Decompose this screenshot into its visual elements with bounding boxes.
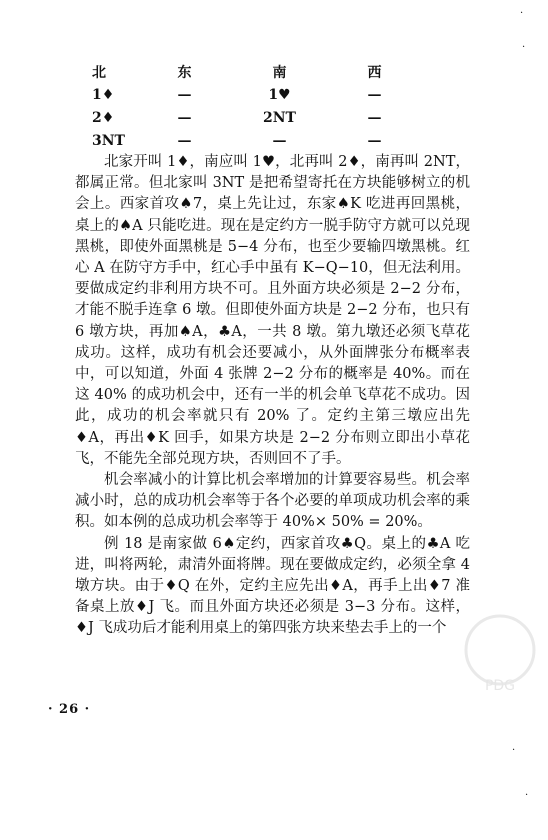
body-text [75, 152, 470, 640]
watermark-text: PDG [484, 678, 516, 694]
bid-cell: 1♥ [268, 86, 291, 103]
paragraph: 例 18 是南家做 6♠定约，西家首攻♣Q。桌上的♣A 吃进，叫将两轮，肃清外面将牌。现在要做成定约，必须全拿 4 墩方块。由于♦Q 在外，定约主应先出♦A，再手上出♦7 准备桌上放♦J 飞。而且外面方块还必须是 3−3 分布。这样，♦J 飞成功后才能利用桌上的第四张方块来垫去手上的一个 [75, 535, 470, 637]
bid-cell: — [367, 132, 382, 149]
bid-cell: — [177, 86, 192, 103]
bid-cell: — [272, 132, 287, 149]
bid-cell: 2♦ [92, 109, 115, 126]
header-south: 南 [272, 64, 287, 81]
bid-cell: 3NT [92, 132, 125, 149]
bid-cell: 2NT [263, 109, 296, 126]
header-east: 东 [177, 64, 192, 81]
bid-cell: — [367, 109, 382, 126]
header-north: 北 [92, 64, 106, 81]
bid-cell: — [177, 109, 192, 126]
page-number: · 26 · [48, 702, 91, 717]
scan-speck: · [522, 42, 526, 53]
bid-cell: 1♦ [92, 86, 115, 103]
scan-speck: · [520, 8, 524, 19]
paragraph: 机会率减小的计算比机会率增加的计算要容易些。机会率减小时，总的成功机会率等于各个必要的单项成功机会率的乘积。如本例的总成功机会率等于 40%× 50% = 20%。 [75, 472, 470, 531]
bid-cell: — [367, 86, 382, 103]
bid-cell: — [177, 132, 192, 149]
bidding-row [92, 83, 422, 106]
bidding-table [92, 60, 422, 152]
bidding-row [92, 106, 422, 129]
scan-speck: · [512, 745, 516, 756]
paragraph: 北家开叫 1♦，南应叫 1♥，北再叫 2♦，南再叫 2NT，都属正常。但北家叫 3NT 是把希望寄托在方块能够树立的机会上。西家首攻♠7，桌上先让过，东家♠K 吃进再回黑桃，桌上的♠A 只能吃进。现在是定约方一脱手防守方就可以兑现黑桃，即使外面黑桃是 5−4 分布，也至少要输四墩黑桃。红心 A 在防守方手中，红心手中虽有 K−Q−10，但无法利用。要做成定约非利用方块不可。且外面方块必须是 2−2 分布，才能不脱手连拿 6 墩。但即使外面方块是 2−2 分布，也只有 6 墩方块，再加♠A，♣A，一共 8 墩。第九墩还必须飞草花成功。这样，成功有机会还要减小，从外面牌张分布概率表中，可以知道，外面 4 张牌 2−2 分布的概率是 40%。而在这 40% 的成功机会中，还有一半的机会单飞草花不成功。因此，成功的机会率就只有 20% 了。定约主第三墩应出先♦A，再出♦K 回手，如果方块是 2−2 分布则立即出小草花飞，不能先全部兑现方块，否则回不了手。 [75, 154, 470, 467]
bidding-row [92, 129, 422, 152]
bidding-header-row [92, 60, 422, 83]
header-west: 西 [367, 64, 382, 81]
scan-speck: · [525, 790, 529, 801]
